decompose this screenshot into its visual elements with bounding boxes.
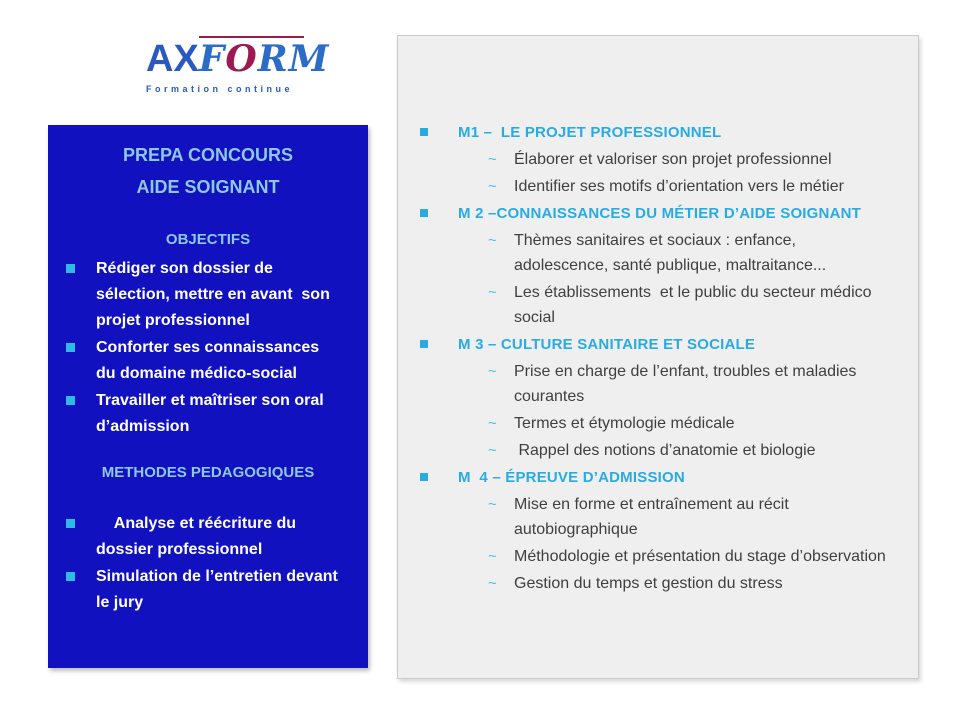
tilde-icon: ~ <box>488 232 497 249</box>
tilde-icon: ~ <box>488 415 497 432</box>
logo-letter-r: R <box>257 38 289 80</box>
module-item <box>418 544 892 569</box>
methods-heading: METHODES PEDAGOGIQUES <box>101 464 315 481</box>
module-item-text: Méthodologie et présentation du stage d’observation <box>514 548 886 565</box>
methods-list <box>48 511 368 616</box>
module-header-m3 <box>418 332 892 358</box>
module-header-m2 <box>418 201 892 227</box>
module-item <box>418 147 892 172</box>
module-title: M 4 – ÉPREUVE D’ADMISSION <box>458 469 685 486</box>
modules-panel <box>397 35 919 679</box>
objectives-panel <box>48 125 368 668</box>
module-header-m4 <box>418 465 892 491</box>
module-header-m1 <box>418 120 892 146</box>
logo-ax-text: AX <box>146 38 199 80</box>
bullet-square-icon <box>420 340 428 348</box>
axform-logo <box>146 40 336 94</box>
objective-item <box>48 388 368 440</box>
method-item <box>48 511 368 563</box>
module-item <box>418 492 892 542</box>
bullet-square-icon <box>66 396 75 405</box>
module-item <box>418 280 892 330</box>
module-item-text: Prise en charge de l’enfant, troubles et maladies courantes <box>514 363 861 405</box>
tilde-icon: ~ <box>488 442 497 459</box>
panel-title-line1: PREPA CONCOURS <box>122 145 293 165</box>
objective-item <box>48 335 368 387</box>
axform-logo-wordmark <box>146 40 336 78</box>
module-item-text: Termes et étymologie médicale <box>514 415 735 432</box>
module-title: M 3 – CULTURE SANITAIRE ET SOCIALE <box>458 336 756 353</box>
panel-title-line2: AIDE SOIGNANT <box>136 177 280 197</box>
objective-text: Conforter ses connaissances du domaine médico-social <box>96 339 324 382</box>
tilde-icon: ~ <box>488 363 497 380</box>
module-item <box>418 438 892 463</box>
module-item-text: Mise en forme et entraînement au récit autobiographique <box>514 496 794 538</box>
module-item-text: Gestion du temps et gestion du stress <box>514 575 783 592</box>
objectives-heading: OBJECTIFS <box>165 231 251 248</box>
method-item <box>48 564 368 616</box>
tilde-icon: ~ <box>488 151 497 168</box>
bullet-square-icon <box>66 572 75 581</box>
bullet-square-icon <box>420 209 428 217</box>
logo-tagline: Formation continue <box>146 84 293 94</box>
tilde-icon: ~ <box>488 178 497 195</box>
bullet-square-icon <box>66 343 75 352</box>
logo-letter-m: M <box>288 38 330 80</box>
objectives-list <box>48 256 368 440</box>
module-item-text: Thèmes sanitaires et sociaux : enfance, adolescence, santé publique, maltraitance... <box>514 232 827 274</box>
module-title: M 2 –CONNAISSANCES DU MÉTIER D’AIDE SOIGNANT <box>458 205 862 222</box>
logo-letter-o: O <box>225 38 258 80</box>
tilde-icon: ~ <box>488 284 497 301</box>
module-item-text: Identifier ses motifs d’orientation vers le métier <box>514 178 844 195</box>
logo-letter-f: F <box>198 38 226 80</box>
module-item-text: Élaborer et valoriser son projet professionnel <box>514 151 832 168</box>
module-item-text: Les établissements et le public du secteur médico social <box>514 284 876 326</box>
objective-text: Rédiger son dossier de sélection, mettre en avant son projet professionnel <box>96 260 335 329</box>
method-text: Analyse et réécriture du dossier professionnel <box>96 515 301 558</box>
tilde-icon: ~ <box>488 575 497 592</box>
module-item <box>418 174 892 199</box>
bullet-square-icon <box>420 473 428 481</box>
module-item <box>418 411 892 436</box>
objective-text: Travailler et maîtriser son oral d’admission <box>96 392 329 435</box>
bullet-square-icon <box>66 264 75 273</box>
logo-overline <box>199 36 304 38</box>
method-text: Simulation de l’entretien devant le jury <box>96 568 343 611</box>
tilde-icon: ~ <box>488 548 497 565</box>
module-item-text: Rappel des notions d’anatomie et biologie <box>514 442 816 459</box>
tilde-icon: ~ <box>488 496 497 513</box>
objective-item <box>48 256 368 334</box>
module-item <box>418 571 892 596</box>
module-item <box>418 359 892 409</box>
bullet-square-icon <box>66 519 75 528</box>
module-item <box>418 228 892 278</box>
bullet-square-icon <box>420 128 428 136</box>
module-title: M1 – LE PROJET PROFESSIONNEL <box>458 124 722 141</box>
